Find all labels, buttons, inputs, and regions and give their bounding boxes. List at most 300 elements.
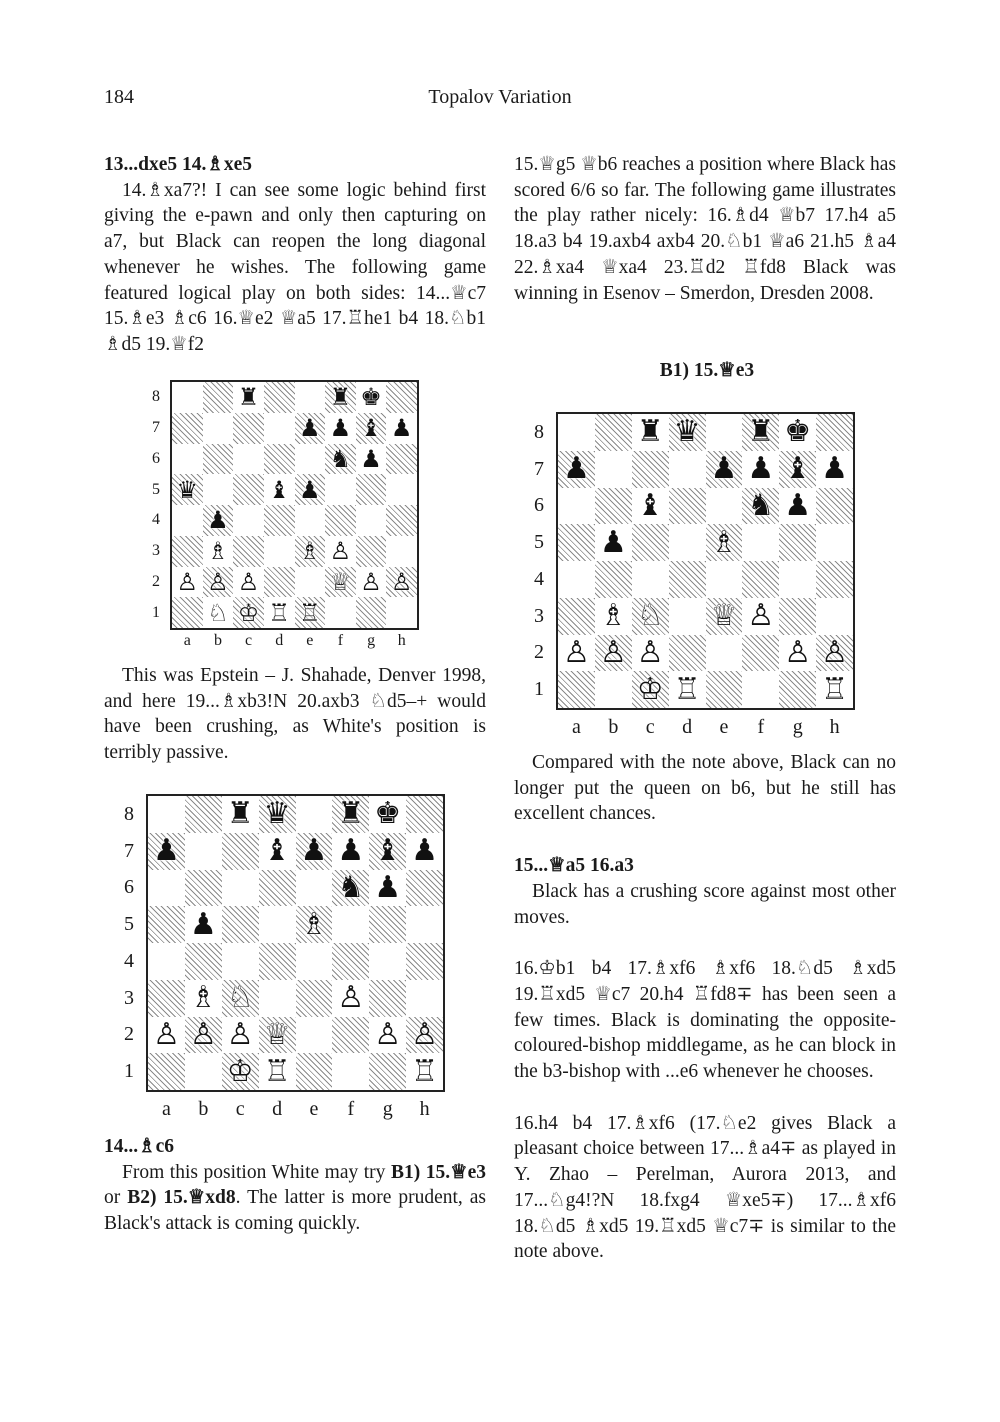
black-rook-icon: ♜ <box>329 383 352 412</box>
square <box>233 505 264 536</box>
square <box>264 413 295 444</box>
square <box>325 474 356 505</box>
square <box>172 474 203 505</box>
file-label: d <box>272 1098 283 1120</box>
square <box>369 833 406 870</box>
chessboard <box>146 794 445 1092</box>
square <box>222 833 259 870</box>
square <box>185 796 222 833</box>
square <box>706 451 743 488</box>
square <box>148 1053 185 1090</box>
running-title: Topalov Variation <box>428 86 572 108</box>
file-label: f <box>347 1098 355 1120</box>
white-knight-icon: ♘ <box>207 598 229 627</box>
square <box>742 524 779 561</box>
square <box>295 505 326 536</box>
square <box>296 980 333 1017</box>
square <box>325 567 356 598</box>
file-labels <box>172 632 417 650</box>
black-knight-icon: ♞ <box>329 444 352 473</box>
square <box>669 488 706 525</box>
square <box>406 796 443 833</box>
white-pawn-icon: ♙ <box>329 537 352 566</box>
right-column-bottom <box>514 750 896 1265</box>
square <box>406 980 443 1017</box>
black-pawn-icon: ♟ <box>599 524 627 560</box>
file-label: c <box>235 1098 245 1120</box>
square <box>185 833 222 870</box>
square <box>172 444 203 475</box>
rank-label: 4 <box>124 949 134 972</box>
black-pawn-icon: ♟ <box>710 451 738 487</box>
black-bishop-icon: ♝ <box>360 414 382 443</box>
rank-label: 7 <box>152 419 160 437</box>
square <box>369 1017 406 1054</box>
square <box>264 567 295 598</box>
black-king-icon: ♚ <box>374 796 402 832</box>
square <box>185 1053 222 1090</box>
square <box>203 382 234 413</box>
right-column-top <box>514 152 896 306</box>
square <box>558 414 595 451</box>
black-pawn-icon: ♟ <box>299 414 321 443</box>
square <box>185 906 222 943</box>
square <box>595 488 632 525</box>
square <box>779 524 816 561</box>
paragraph-text: From this position White may try <box>122 1161 386 1183</box>
square <box>356 413 387 444</box>
square <box>356 474 387 505</box>
square <box>172 382 203 413</box>
square <box>595 598 632 635</box>
square <box>779 414 816 451</box>
square <box>742 598 779 635</box>
square <box>332 906 369 943</box>
white-queen-icon: ♕ <box>263 1016 291 1052</box>
file-label: h <box>829 716 840 738</box>
white-rook-icon: ♖ <box>673 671 701 707</box>
square <box>233 536 264 567</box>
square <box>369 943 406 980</box>
square <box>185 1017 222 1054</box>
square <box>632 598 669 635</box>
square <box>259 906 296 943</box>
square <box>296 796 333 833</box>
square <box>356 505 387 536</box>
rank-label: 8 <box>152 388 160 406</box>
square <box>632 561 669 598</box>
rank-label: 2 <box>534 641 544 664</box>
square <box>742 414 779 451</box>
square <box>706 671 743 708</box>
file-label: f <box>337 632 344 649</box>
square <box>233 567 264 598</box>
square <box>222 943 259 980</box>
black-rook-icon: ♜ <box>636 414 664 450</box>
rank-label: 8 <box>534 420 544 443</box>
black-pawn-icon: ♟ <box>152 833 180 869</box>
chessboard <box>170 380 419 630</box>
white-pawn-icon: ♙ <box>784 634 812 670</box>
square <box>779 635 816 672</box>
square <box>172 413 203 444</box>
left-column-middle <box>104 663 486 766</box>
rank-labels <box>526 414 552 708</box>
square <box>222 980 259 1017</box>
square <box>233 444 264 475</box>
rank-label: 3 <box>534 604 544 627</box>
white-pawn-icon: ♙ <box>207 567 229 596</box>
white-rook-icon: ♖ <box>821 671 849 707</box>
square <box>816 598 853 635</box>
square <box>233 413 264 444</box>
square <box>296 1017 333 1054</box>
square <box>816 414 853 451</box>
white-rook-icon: ♖ <box>263 1053 291 1089</box>
square <box>816 635 853 672</box>
square <box>172 597 203 628</box>
square <box>595 451 632 488</box>
square <box>706 488 743 525</box>
square <box>558 524 595 561</box>
square <box>332 943 369 980</box>
square <box>148 833 185 870</box>
square <box>185 980 222 1017</box>
white-rook-icon: ♖ <box>411 1053 439 1089</box>
file-label: c <box>245 632 253 649</box>
square <box>356 536 387 567</box>
square <box>295 567 326 598</box>
square <box>203 597 234 628</box>
file-label: b <box>608 716 619 738</box>
diagram-title: B1) 15.♕e3 <box>659 360 755 381</box>
square <box>669 598 706 635</box>
square <box>222 870 259 907</box>
paragraph: Compared with the note above, Black can no longer put the queen on b6, but he still has excellent chances. <box>514 752 896 825</box>
square <box>742 451 779 488</box>
square <box>148 943 185 980</box>
square <box>669 671 706 708</box>
square <box>669 451 706 488</box>
square <box>595 635 632 672</box>
file-label: a <box>183 632 191 649</box>
square <box>264 444 295 475</box>
square <box>779 598 816 635</box>
square <box>148 980 185 1017</box>
square <box>332 796 369 833</box>
square <box>558 561 595 598</box>
square <box>386 536 417 567</box>
rank-label: 3 <box>124 986 134 1009</box>
square <box>406 833 443 870</box>
black-pawn-icon: ♟ <box>747 451 775 487</box>
file-label: a <box>571 716 581 738</box>
square <box>222 1053 259 1090</box>
square <box>259 833 296 870</box>
white-knight-icon: ♘ <box>636 598 664 634</box>
square <box>148 906 185 943</box>
square <box>816 524 853 561</box>
square <box>264 597 295 628</box>
file-label: g <box>367 632 376 649</box>
square <box>203 567 234 598</box>
square <box>632 451 669 488</box>
file-label: a <box>161 1098 171 1120</box>
white-pawn-icon: ♙ <box>411 1016 439 1052</box>
square <box>369 796 406 833</box>
rank-label: 5 <box>152 480 160 498</box>
chessboard <box>556 412 855 710</box>
square <box>295 597 326 628</box>
black-pawn-icon: ♟ <box>374 869 402 905</box>
white-pawn-icon: ♙ <box>152 1016 180 1052</box>
square <box>406 906 443 943</box>
square <box>386 567 417 598</box>
square <box>632 671 669 708</box>
black-bishop-icon: ♝ <box>263 833 291 869</box>
square <box>172 536 203 567</box>
page-number: 184 <box>104 86 134 108</box>
white-pawn-icon: ♙ <box>337 980 365 1016</box>
square <box>386 444 417 475</box>
square <box>264 474 295 505</box>
square <box>816 671 853 708</box>
square <box>386 413 417 444</box>
square <box>222 906 259 943</box>
square <box>632 524 669 561</box>
square <box>706 524 743 561</box>
square <box>259 980 296 1017</box>
square <box>185 943 222 980</box>
black-bishop-icon: ♝ <box>784 451 812 487</box>
white-pawn-icon: ♙ <box>374 1016 402 1052</box>
black-pawn-icon: ♟ <box>337 833 365 869</box>
square <box>742 635 779 672</box>
white-king-icon: ♔ <box>636 671 664 707</box>
square <box>203 444 234 475</box>
square <box>595 671 632 708</box>
square <box>595 414 632 451</box>
square <box>779 451 816 488</box>
rank-label: 6 <box>124 876 134 899</box>
square <box>295 382 326 413</box>
file-label: d <box>682 716 693 738</box>
black-pawn-icon: ♟ <box>207 506 229 535</box>
file-label: c <box>645 716 655 738</box>
square <box>386 597 417 628</box>
black-rook-icon: ♜ <box>226 796 254 832</box>
square <box>369 980 406 1017</box>
square <box>259 1053 296 1090</box>
left-column-bottom <box>104 1134 486 1237</box>
rank-label: 8 <box>124 802 134 825</box>
section-heading: 13...dxe5 14.♗xe5 <box>104 154 253 175</box>
square <box>325 413 356 444</box>
white-pawn-icon: ♙ <box>562 634 590 670</box>
white-pawn-icon: ♙ <box>360 567 382 596</box>
square <box>356 567 387 598</box>
square <box>558 488 595 525</box>
black-pawn-icon: ♟ <box>299 475 321 504</box>
square <box>669 561 706 598</box>
rank-label: 2 <box>152 572 160 590</box>
square <box>706 598 743 635</box>
square <box>264 382 295 413</box>
black-king-icon: ♚ <box>360 383 382 412</box>
rank-label: 7 <box>534 457 544 480</box>
square <box>325 444 356 475</box>
square <box>406 1017 443 1054</box>
black-pawn-icon: ♟ <box>329 414 352 443</box>
square <box>595 561 632 598</box>
square <box>332 833 369 870</box>
square <box>558 671 595 708</box>
square <box>203 413 234 444</box>
square <box>264 505 295 536</box>
square <box>406 1053 443 1090</box>
square <box>259 796 296 833</box>
black-pawn-icon: ♟ <box>390 414 413 443</box>
paragraph-text: or <box>104 1187 128 1209</box>
black-bishop-icon: ♝ <box>268 475 290 504</box>
black-rook-icon: ♜ <box>337 796 365 832</box>
section-heading: 15...♕a5 16.a3 <box>514 855 634 877</box>
square <box>233 474 264 505</box>
black-bishop-icon: ♝ <box>374 833 402 869</box>
paragraph: Black has a crushing score against most other moves. <box>514 880 896 928</box>
square <box>406 943 443 980</box>
white-queen-icon: ♕ <box>329 567 352 596</box>
black-queen-icon: ♛ <box>176 475 199 504</box>
black-pawn-icon: ♟ <box>300 833 328 869</box>
square <box>222 1017 259 1054</box>
rank-label: 6 <box>152 449 160 467</box>
square <box>295 444 326 475</box>
square <box>386 382 417 413</box>
rank-label: 2 <box>124 1023 134 1046</box>
variation-b2: B2) 15.♕xd8 <box>127 1187 236 1209</box>
square <box>779 671 816 708</box>
paragraph: This was Epstein – J. Shahade, Denver 1998, and here 19...♗xb3!N 20.axb3 ♘d5–+ would have been crushing, as White's position is terribly passive. <box>104 665 486 764</box>
square <box>259 1017 296 1054</box>
rank-label: 1 <box>124 1060 134 1083</box>
square <box>325 536 356 567</box>
white-bishop-icon: ♗ <box>207 537 229 566</box>
file-labels <box>148 1098 443 1121</box>
paragraph: 15.♕g5 ♕b6 reaches a position where Black has scored 6/6 so far. The following game illustrates the play rather nicely: 16.♗d4 ♕b7 17.h4 a5 18.a3 b4 19.axb4 axb4 20.♘b1 ♕a6 21.h5 ♗a4 22.♗xa4 ♕xa4 23.♖d2 ♖fd8 Black was winning in Esenov – Smerdon, Dresden 2008. <box>514 154 896 304</box>
paragraph <box>104 1160 486 1237</box>
square <box>706 414 743 451</box>
square <box>816 451 853 488</box>
black-knight-icon: ♞ <box>337 869 365 905</box>
file-label: h <box>419 1098 430 1120</box>
white-rook-icon: ♖ <box>299 598 321 627</box>
black-queen-icon: ♛ <box>263 796 291 832</box>
black-pawn-icon: ♟ <box>821 451 849 487</box>
square <box>669 524 706 561</box>
file-label: e <box>306 632 314 649</box>
file-labels <box>558 716 853 739</box>
white-pawn-icon: ♙ <box>237 567 260 596</box>
square <box>222 796 259 833</box>
square <box>295 474 326 505</box>
square <box>295 536 326 567</box>
square <box>356 444 387 475</box>
file-label: d <box>275 632 284 649</box>
square <box>706 635 743 672</box>
square <box>203 536 234 567</box>
white-bishop-icon: ♗ <box>710 524 738 560</box>
square <box>325 505 356 536</box>
paragraph: 14.♗xa7?! I can see some logic behind first giving the e-pawn and only then capturing on a7, but Black can reopen the long diagonal whenever he wishes. The following game featured logical play on both sides: 14...♕c7 15.♗e3 ♗c6 16.♕e2 ♕a5 17.♖he1 b4 18.♘b1 ♗d5 19.♕f2 <box>104 179 486 355</box>
black-knight-icon: ♞ <box>747 487 775 523</box>
square <box>296 906 333 943</box>
rank-labels <box>116 796 142 1090</box>
white-bishop-icon: ♗ <box>300 906 328 942</box>
square <box>172 505 203 536</box>
square <box>325 382 356 413</box>
black-bishop-icon: ♝ <box>636 487 664 523</box>
white-king-icon: ♔ <box>226 1053 254 1089</box>
white-knight-icon: ♘ <box>226 980 254 1016</box>
white-pawn-icon: ♙ <box>599 634 627 670</box>
square <box>369 906 406 943</box>
white-pawn-icon: ♙ <box>189 1016 217 1052</box>
square <box>356 382 387 413</box>
white-pawn-icon: ♙ <box>821 634 849 670</box>
square <box>558 598 595 635</box>
file-label: h <box>397 632 406 649</box>
file-label: b <box>213 632 222 649</box>
variation-b1: B1) 15.♕e3 <box>390 1161 487 1183</box>
white-rook-icon: ♖ <box>268 598 290 627</box>
square <box>386 474 417 505</box>
square <box>332 1017 369 1054</box>
white-bishop-icon: ♗ <box>599 598 627 634</box>
square <box>632 414 669 451</box>
square <box>558 451 595 488</box>
square <box>332 870 369 907</box>
square <box>406 870 443 907</box>
square <box>296 1053 333 1090</box>
rank-label: 4 <box>534 567 544 590</box>
square <box>325 597 356 628</box>
black-king-icon: ♚ <box>784 414 812 450</box>
square <box>632 635 669 672</box>
file-label: e <box>309 1098 319 1120</box>
square <box>185 870 222 907</box>
white-pawn-icon: ♙ <box>747 598 775 634</box>
square <box>742 561 779 598</box>
square <box>148 870 185 907</box>
white-pawn-icon: ♙ <box>390 567 413 596</box>
square <box>332 980 369 1017</box>
square <box>369 870 406 907</box>
square <box>386 505 417 536</box>
rank-labels <box>146 382 166 628</box>
square <box>296 943 333 980</box>
square <box>779 488 816 525</box>
black-pawn-icon: ♟ <box>562 451 590 487</box>
square <box>632 488 669 525</box>
square <box>558 635 595 672</box>
square <box>669 635 706 672</box>
file-label: e <box>719 716 729 738</box>
file-label: b <box>198 1098 209 1120</box>
square <box>172 567 203 598</box>
square <box>233 597 264 628</box>
black-pawn-icon: ♟ <box>189 906 217 942</box>
